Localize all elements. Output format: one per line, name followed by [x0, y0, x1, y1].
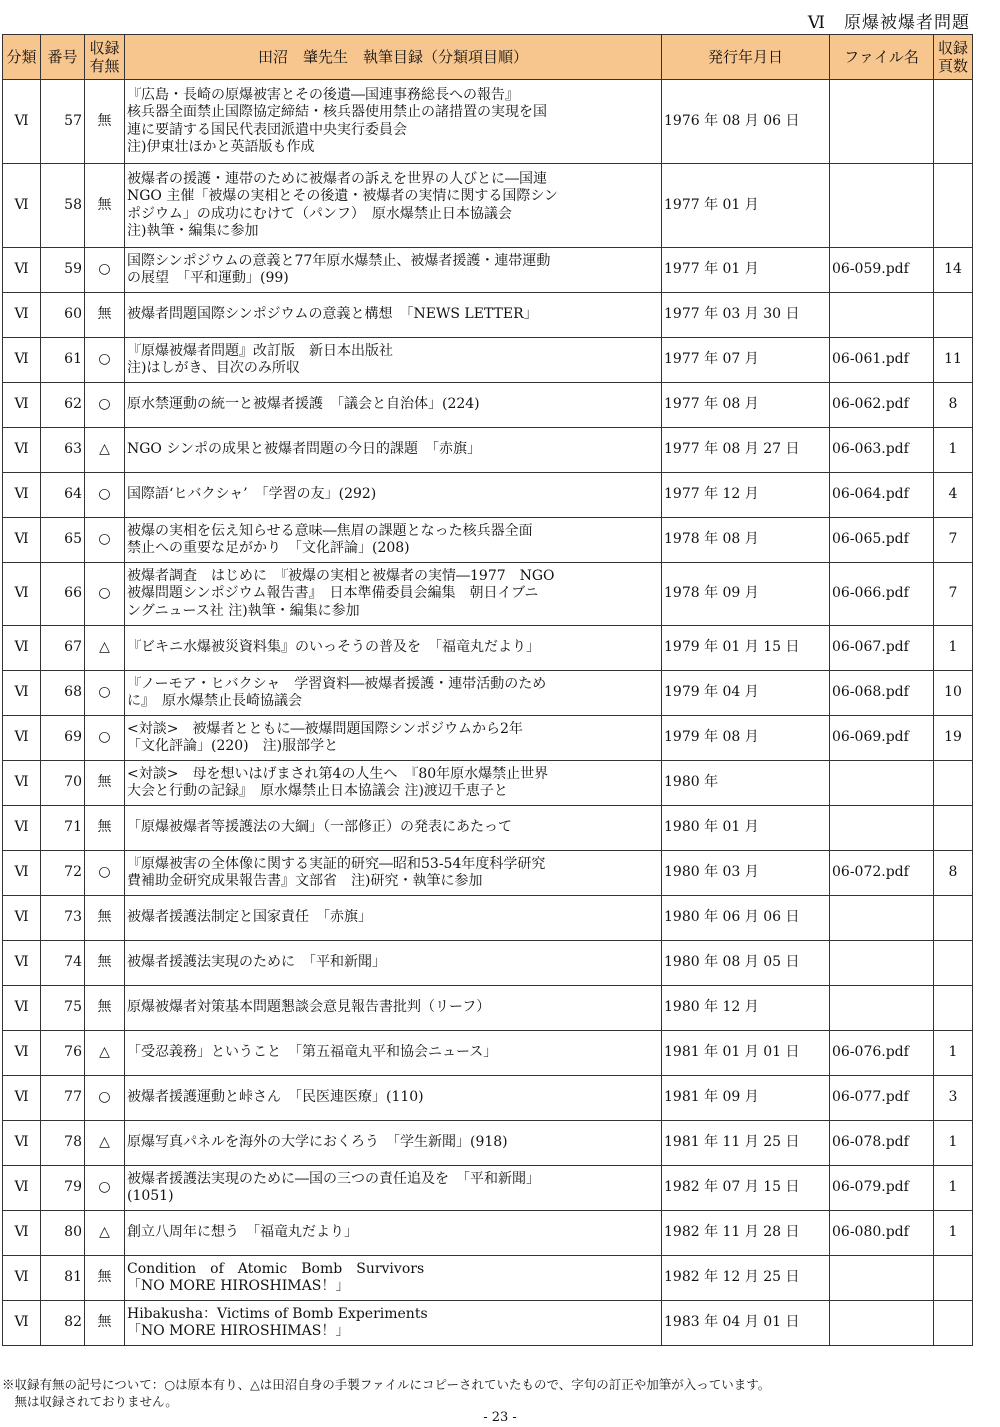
row-file-name — [830, 941, 934, 986]
row-title — [125, 293, 662, 338]
table-row — [3, 80, 973, 164]
footnote — [2, 1376, 770, 1410]
row-date: 1980 年 12 月 — [662, 986, 830, 1031]
row-number: 65 — [41, 518, 85, 563]
title-line: 連に要請する国民代表団派遣中央実行委員会 — [127, 121, 407, 138]
row-recorded-mark: ○ — [85, 383, 125, 428]
table-row — [3, 338, 973, 383]
row-page-count: 4 — [934, 473, 973, 518]
row-page-count: 1 — [934, 428, 973, 473]
row-date: 1976 年 08 月 06 日 — [662, 80, 830, 164]
row-page-count: 1 — [934, 626, 973, 671]
table-row — [3, 851, 973, 896]
row-title — [125, 164, 662, 248]
row-file-name: 06-076.pdf — [830, 1031, 934, 1076]
row-recorded-mark: ○ — [85, 338, 125, 383]
row-title — [125, 383, 662, 428]
title-line: 『広島・長崎の原爆被害とその後遺―国連事務総長への報告』 — [127, 86, 519, 103]
row-number: 66 — [41, 563, 85, 626]
row-date: 1977 年 01 月 — [662, 164, 830, 248]
title-line: 被爆者の援護・連帯のために被爆者の訴えを世界の人びとに―国連 — [127, 170, 547, 187]
row-date: 1977 年 08 月 27 日 — [662, 428, 830, 473]
table-row — [3, 716, 973, 761]
table-row — [3, 293, 973, 338]
row-page-count — [934, 896, 973, 941]
row-file-name: 06-063.pdf — [830, 428, 934, 473]
row-page-count — [934, 986, 973, 1031]
row-category: Ⅵ — [3, 1031, 41, 1076]
title-line: 費補助金研究成果報告書』文部省 注)研究・執筆に参加 — [127, 873, 483, 889]
row-title — [125, 806, 662, 851]
row-page-count: 1 — [934, 1211, 973, 1256]
row-file-name: 06-078.pdf — [830, 1121, 934, 1166]
row-category: Ⅵ — [3, 941, 41, 986]
row-title — [125, 986, 662, 1031]
row-number: 58 — [41, 164, 85, 248]
col-header-date: 発行年月日 — [662, 35, 830, 80]
row-category: Ⅵ — [3, 338, 41, 383]
row-page-count — [934, 164, 973, 248]
row-title — [125, 248, 662, 293]
row-recorded-mark: △ — [85, 428, 125, 473]
row-page-count: 19 — [934, 716, 973, 761]
table-row — [3, 563, 973, 626]
row-page-count — [934, 293, 973, 338]
row-file-name: 06-072.pdf — [830, 851, 934, 896]
row-category: Ⅵ — [3, 1211, 41, 1256]
row-page-count — [934, 1256, 973, 1301]
row-title — [125, 1121, 662, 1166]
row-number: 71 — [41, 806, 85, 851]
row-recorded-mark: 無 — [85, 986, 125, 1031]
row-page-count: 7 — [934, 563, 973, 626]
row-file-name — [830, 1256, 934, 1301]
row-date: 1980 年 08 月 05 日 — [662, 941, 830, 986]
row-file-name — [830, 986, 934, 1031]
row-number: 77 — [41, 1076, 85, 1121]
title-line: 創立八周年に想う 「福竜丸だより」 — [127, 1224, 358, 1241]
row-number: 72 — [41, 851, 85, 896]
title-line: 国際語‘ヒバクシャ’ 「学習の友」(292) — [127, 486, 377, 503]
row-page-count: 10 — [934, 671, 973, 716]
row-file-name — [830, 1301, 934, 1346]
table-row — [3, 164, 973, 248]
row-recorded-mark: 無 — [85, 1301, 125, 1346]
row-title — [125, 563, 662, 626]
row-number: 81 — [41, 1256, 85, 1301]
table-row — [3, 1121, 973, 1166]
title-line: 「文化評論」(220) 注)服部学と — [127, 738, 339, 754]
row-recorded-mark: △ — [85, 1121, 125, 1166]
table-row — [3, 896, 973, 941]
footnote-line: 無は収録されておりません。 — [2, 1394, 178, 1409]
title-line: 被爆者問題国際シンポジウムの意義と構想 「NEWS LETTER」 — [127, 306, 538, 323]
row-category: Ⅵ — [3, 851, 41, 896]
row-date: 1980 年 03 月 — [662, 851, 830, 896]
row-date: 1979 年 04 月 — [662, 671, 830, 716]
row-file-name: 06-069.pdf — [830, 716, 934, 761]
row-date: 1979 年 01 月 15 日 — [662, 626, 830, 671]
col-header-file: ファイル名 — [830, 35, 934, 80]
title-line: 『ビキニ水爆被災資料集』のいっそうの普及を 「福竜丸だより」 — [127, 639, 540, 656]
row-number: 61 — [41, 338, 85, 383]
title-line: に』 原水爆禁止長崎協議会 — [127, 693, 302, 709]
row-recorded-mark: 無 — [85, 293, 125, 338]
row-file-name: 06-068.pdf — [830, 671, 934, 716]
title-line: 被爆問題シンポジウム報告書』 日本準備委員会編集 朝日イブニ — [127, 585, 539, 602]
table-row — [3, 473, 973, 518]
row-page-count: 1 — [934, 1121, 973, 1166]
col-header-recorded-line1: 収録 — [89, 39, 120, 57]
row-title — [125, 896, 662, 941]
title-line: 被爆者援護運動と峠さん 「民医連医療」(110) — [127, 1089, 424, 1106]
row-category: Ⅵ — [3, 806, 41, 851]
title-line: (1051) — [127, 1188, 174, 1204]
title-line: 核兵器全面禁止国際協定締結・核兵器使用禁止の諸措置の実現を国 — [127, 104, 547, 120]
row-number: 69 — [41, 716, 85, 761]
row-date: 1982 年 12 月 25 日 — [662, 1256, 830, 1301]
row-category: Ⅵ — [3, 1256, 41, 1301]
row-file-name: 06-080.pdf — [830, 1211, 934, 1256]
row-recorded-mark: ○ — [85, 248, 125, 293]
row-recorded-mark: 無 — [85, 941, 125, 986]
catalog-table — [2, 34, 973, 1346]
title-line: 被爆者援護法実現のために―国の三つの責任追及を 「平和新聞」 — [127, 1170, 540, 1187]
row-recorded-mark: 無 — [85, 80, 125, 164]
title-line: NGO シンポの成果と被爆者問題の今日的課題 「赤旗」 — [127, 441, 482, 458]
row-page-count — [934, 80, 973, 164]
row-recorded-mark: △ — [85, 1031, 125, 1076]
row-date: 1980 年 06 月 06 日 — [662, 896, 830, 941]
title-line: 被爆者援護法制定と国家責任 「赤旗」 — [127, 909, 372, 926]
row-recorded-mark: ○ — [85, 518, 125, 563]
table-row — [3, 806, 973, 851]
row-recorded-mark: ○ — [85, 473, 125, 518]
title-line: 「NO MORE HIROSHIMAS！」 — [127, 1278, 350, 1294]
title-line: 『原爆被爆者問題』改訂版 新日本出版社 — [127, 342, 393, 359]
row-title — [125, 1256, 662, 1301]
table-row — [3, 248, 973, 293]
row-title — [125, 473, 662, 518]
row-category: Ⅵ — [3, 518, 41, 563]
row-file-name: 06-061.pdf — [830, 338, 934, 383]
row-date: 1982 年 07 月 15 日 — [662, 1166, 830, 1211]
table-row — [3, 518, 973, 563]
row-page-count — [934, 1301, 973, 1346]
title-line: 禁止への重要な足がかり 「文化評論」(208) — [127, 540, 410, 556]
row-number: 79 — [41, 1166, 85, 1211]
row-title — [125, 851, 662, 896]
col-header-pages-line1: 収録 — [937, 39, 968, 57]
col-header-number: 番号 — [41, 35, 85, 80]
table-row — [3, 1256, 973, 1301]
row-recorded-mark: ○ — [85, 1076, 125, 1121]
title-line: 「原爆被爆者等援護法の大綱」（一部修正）の発表にあたって — [127, 819, 512, 836]
table-row — [3, 1031, 973, 1076]
row-title — [125, 518, 662, 563]
row-number: 82 — [41, 1301, 85, 1346]
row-date: 1978 年 08 月 — [662, 518, 830, 563]
col-header-category: 分類 — [3, 35, 41, 80]
row-category: Ⅵ — [3, 383, 41, 428]
row-date: 1977 年 01 月 — [662, 248, 830, 293]
table-row — [3, 941, 973, 986]
row-recorded-mark: ○ — [85, 563, 125, 626]
title-line: 国際シンポジウムの意義と77年原水爆禁止、被爆者援護・連帯運動 — [127, 252, 551, 269]
row-category: Ⅵ — [3, 671, 41, 716]
row-file-name — [830, 80, 934, 164]
row-recorded-mark: 無 — [85, 761, 125, 806]
row-file-name — [830, 896, 934, 941]
table-row — [3, 1211, 973, 1256]
title-line: ングニュース社 注)執筆・編集に参加 — [127, 602, 360, 619]
row-category: Ⅵ — [3, 164, 41, 248]
row-page-count — [934, 761, 973, 806]
row-recorded-mark: 無 — [85, 806, 125, 851]
title-line: Hibakusha：Victims of Bomb Experiments — [127, 1305, 428, 1322]
row-recorded-mark: △ — [85, 1211, 125, 1256]
title-line: 注)伊東壮ほかと英語版も作成 — [127, 139, 315, 155]
row-file-name — [830, 164, 934, 248]
row-file-name: 06-059.pdf — [830, 248, 934, 293]
row-date: 1980 年 — [662, 761, 830, 806]
row-recorded-mark: 無 — [85, 896, 125, 941]
col-header-recorded — [85, 35, 125, 80]
title-line: 被爆の実相を伝え知らせる意味―焦眉の課題となった核兵器全面 — [127, 522, 533, 539]
row-number: 70 — [41, 761, 85, 806]
row-page-count: 11 — [934, 338, 973, 383]
row-page-count: 7 — [934, 518, 973, 563]
row-date: 1977 年 08 月 — [662, 383, 830, 428]
row-date: 1979 年 08 月 — [662, 716, 830, 761]
row-date: 1981 年 11 月 25 日 — [662, 1121, 830, 1166]
row-category: Ⅵ — [3, 1121, 41, 1166]
row-page-count: 3 — [934, 1076, 973, 1121]
row-title — [125, 1301, 662, 1346]
row-date: 1981 年 09 月 — [662, 1076, 830, 1121]
col-header-pages-line2: 頁数 — [937, 57, 968, 75]
row-number: 59 — [41, 248, 85, 293]
row-title — [125, 1031, 662, 1076]
row-date: 1981 年 01 月 01 日 — [662, 1031, 830, 1076]
row-number: 67 — [41, 626, 85, 671]
row-title — [125, 716, 662, 761]
row-number: 74 — [41, 941, 85, 986]
table-body — [3, 80, 973, 1346]
title-line: <対談> 被爆者とともに―被爆問題国際シンポジウムから2年 — [127, 720, 523, 737]
title-line: 注)はしがき、目次のみ所収 — [127, 360, 300, 376]
title-line: 「受忍義務」ということ 「第五福竜丸平和協会ニュース」 — [127, 1044, 498, 1061]
table-row — [3, 1076, 973, 1121]
row-page-count: 1 — [934, 1031, 973, 1076]
row-category: Ⅵ — [3, 428, 41, 473]
row-date: 1983 年 04 月 01 日 — [662, 1301, 830, 1346]
title-line: 大会と行動の記録』 原水爆禁止日本協議会 注)渡辺千恵子と — [127, 783, 508, 799]
row-number: 64 — [41, 473, 85, 518]
title-line: 被爆者調査 はじめに 『被爆の実相と被爆者の実情―1977 NGO — [127, 567, 555, 584]
row-title — [125, 761, 662, 806]
row-date: 1982 年 11 月 28 日 — [662, 1211, 830, 1256]
row-category: Ⅵ — [3, 293, 41, 338]
table-row — [3, 761, 973, 806]
col-header-recorded-line2: 有無 — [89, 57, 120, 75]
row-number: 76 — [41, 1031, 85, 1076]
row-recorded-mark: ○ — [85, 851, 125, 896]
table-row — [3, 986, 973, 1031]
row-file-name: 06-062.pdf — [830, 383, 934, 428]
row-title — [125, 80, 662, 164]
table-row — [3, 1301, 973, 1346]
title-line: 原水禁運動の統一と被爆者援護 「議会と自治体」(224) — [127, 396, 480, 413]
row-title — [125, 671, 662, 716]
row-category: Ⅵ — [3, 248, 41, 293]
row-category: Ⅵ — [3, 80, 41, 164]
row-file-name: 06-079.pdf — [830, 1166, 934, 1211]
row-date: 1978 年 09 月 — [662, 563, 830, 626]
table-row — [3, 383, 973, 428]
row-title — [125, 941, 662, 986]
col-header-pages — [934, 35, 973, 80]
row-category: Ⅵ — [3, 986, 41, 1031]
row-file-name: 06-065.pdf — [830, 518, 934, 563]
row-number: 80 — [41, 1211, 85, 1256]
row-recorded-mark: △ — [85, 626, 125, 671]
row-file-name — [830, 761, 934, 806]
row-recorded-mark: ○ — [85, 716, 125, 761]
title-line: Condition of Atomic Bomb Survivors — [127, 1260, 425, 1277]
title-line: 『ノーモア・ヒバクシャ 学習資料―被爆者援護・連帯活動のため — [127, 675, 547, 692]
row-recorded-mark: 無 — [85, 1256, 125, 1301]
row-date: 1977 年 03 月 30 日 — [662, 293, 830, 338]
row-file-name: 06-067.pdf — [830, 626, 934, 671]
title-line: <対談> 母を想いはげまされ第4の人生へ 『80年原水爆禁止世界 — [127, 765, 549, 782]
row-category: Ⅵ — [3, 761, 41, 806]
row-file-name: 06-064.pdf — [830, 473, 934, 518]
row-page-count: 1 — [934, 1166, 973, 1211]
row-title — [125, 626, 662, 671]
row-category: Ⅵ — [3, 563, 41, 626]
row-page-count: 8 — [934, 851, 973, 896]
title-line: 注)執筆・編集に参加 — [127, 223, 259, 239]
row-page-count: 14 — [934, 248, 973, 293]
row-title — [125, 428, 662, 473]
row-category: Ⅵ — [3, 1076, 41, 1121]
row-category: Ⅵ — [3, 473, 41, 518]
row-title — [125, 1211, 662, 1256]
title-line: 原爆写真パネルを海外の大学におくろう 「学生新聞」(918) — [127, 1134, 508, 1151]
footnote-line: ※収録有無の記号について：○は原本有り、△は田沼自身の手製ファイルにコピーされていたもので、字句の訂正や加筆が入っています。 — [2, 1377, 771, 1392]
table-header-row — [3, 35, 973, 80]
page-number: - 23 - — [483, 1410, 517, 1425]
row-number: 75 — [41, 986, 85, 1031]
row-file-name: 06-066.pdf — [830, 563, 934, 626]
table-row — [3, 626, 973, 671]
row-title — [125, 338, 662, 383]
title-line: 「NO MORE HIROSHIMAS！」 — [127, 1323, 350, 1339]
title-line: 『原爆被害の全体像に関する実証的研究―昭和53-54年度科学研究 — [127, 855, 546, 872]
col-header-title: 田沼 肇先生 執筆目録（分類項目順） — [125, 35, 662, 80]
title-line: 原爆被爆者対策基本問題懇談会意見報告書批判（リーフ） — [127, 999, 491, 1016]
row-file-name — [830, 293, 934, 338]
row-category: Ⅵ — [3, 626, 41, 671]
title-line: NGO 主催「被爆の実相とその後遺・被爆者の実情に関する国際シン — [127, 188, 559, 204]
row-recorded-mark: ○ — [85, 671, 125, 716]
row-category: Ⅵ — [3, 896, 41, 941]
row-date: 1980 年 01 月 — [662, 806, 830, 851]
row-page-count — [934, 806, 973, 851]
row-number: 68 — [41, 671, 85, 716]
row-recorded-mark: 無 — [85, 164, 125, 248]
row-recorded-mark: ○ — [85, 1166, 125, 1211]
row-number: 62 — [41, 383, 85, 428]
row-file-name — [830, 806, 934, 851]
row-number: 78 — [41, 1121, 85, 1166]
row-page-count — [934, 941, 973, 986]
row-file-name: 06-077.pdf — [830, 1076, 934, 1121]
row-number: 60 — [41, 293, 85, 338]
row-number: 63 — [41, 428, 85, 473]
title-line: の展望 「平和運動」(99) — [127, 270, 289, 286]
row-date: 1977 年 12 月 — [662, 473, 830, 518]
row-title — [125, 1076, 662, 1121]
title-line: ポジウム」の成功にむけて（パンフ） 原水爆禁止日本協議会 — [127, 205, 512, 222]
row-date: 1977 年 07 月 — [662, 338, 830, 383]
row-number: 57 — [41, 80, 85, 164]
row-category: Ⅵ — [3, 1301, 41, 1346]
row-page-count: 8 — [934, 383, 973, 428]
page-section-title: Ⅵ 原爆被爆者問題 — [807, 13, 970, 33]
row-category: Ⅵ — [3, 1166, 41, 1211]
row-title — [125, 1166, 662, 1211]
table-row — [3, 1166, 973, 1211]
table-row — [3, 671, 973, 716]
row-number: 73 — [41, 896, 85, 941]
table-row — [3, 428, 973, 473]
row-category: Ⅵ — [3, 716, 41, 761]
title-line: 被爆者援護法実現のために 「平和新聞」 — [127, 954, 386, 971]
